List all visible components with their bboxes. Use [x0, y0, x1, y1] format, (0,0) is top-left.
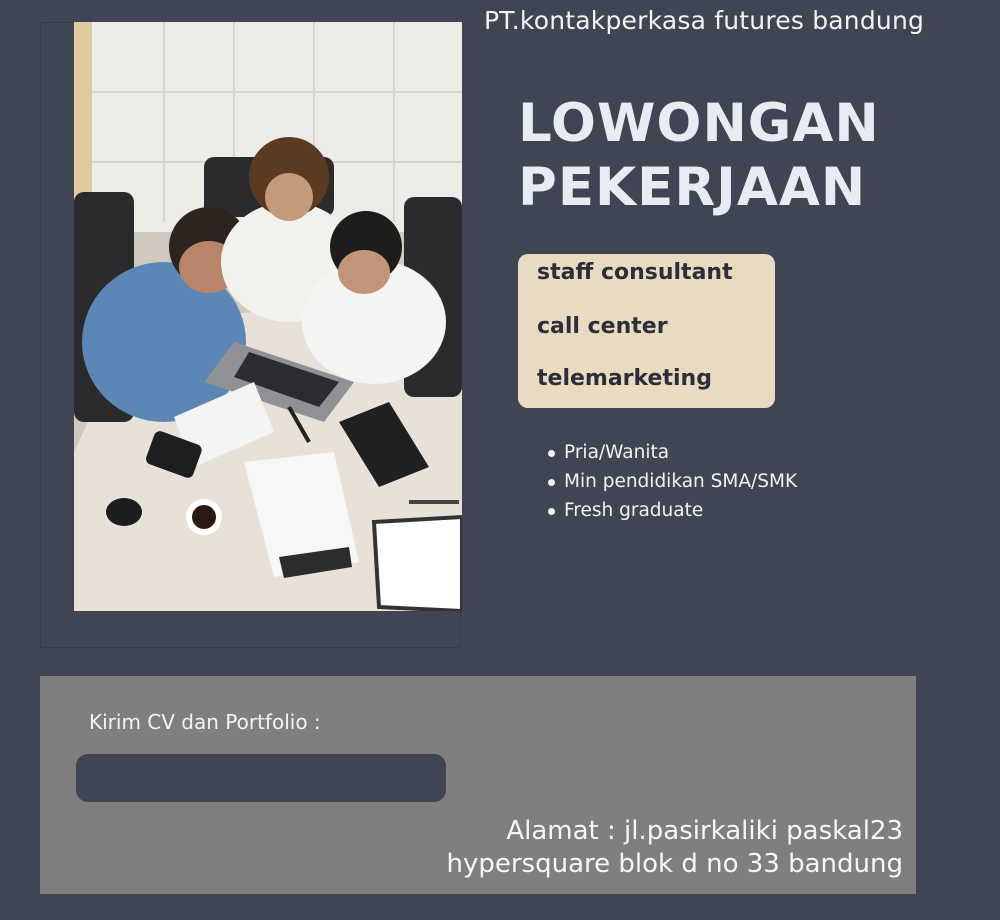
requirement-item: Fresh graduate [546, 496, 797, 525]
positions-box [518, 254, 775, 408]
address [447, 815, 904, 881]
team-meeting-photo [74, 22, 462, 611]
headline-line-1: LOWONGAN [518, 93, 880, 154]
company-name: PT.kontakperkasa futures bandung [484, 6, 925, 35]
requirement-item: Min pendidikan SMA/SMK [546, 467, 797, 496]
headline [518, 92, 880, 220]
address-line-2: hypersquare blok d no 33 bandung [446, 849, 903, 879]
requirements-list [546, 438, 797, 525]
requirement-item: Pria/Wanita [546, 438, 797, 467]
headline-line-2: PEKERJAAN [518, 157, 867, 218]
cv-label: Kirim CV dan Portfolio : [89, 710, 321, 734]
position-item: staff consultant [537, 260, 733, 285]
cv-contact-field [76, 754, 446, 802]
address-line-1: Alamat : jl.pasirkaliki paskal23 [506, 816, 903, 846]
position-item: call center [537, 314, 668, 339]
position-item: telemarketing [537, 366, 712, 391]
